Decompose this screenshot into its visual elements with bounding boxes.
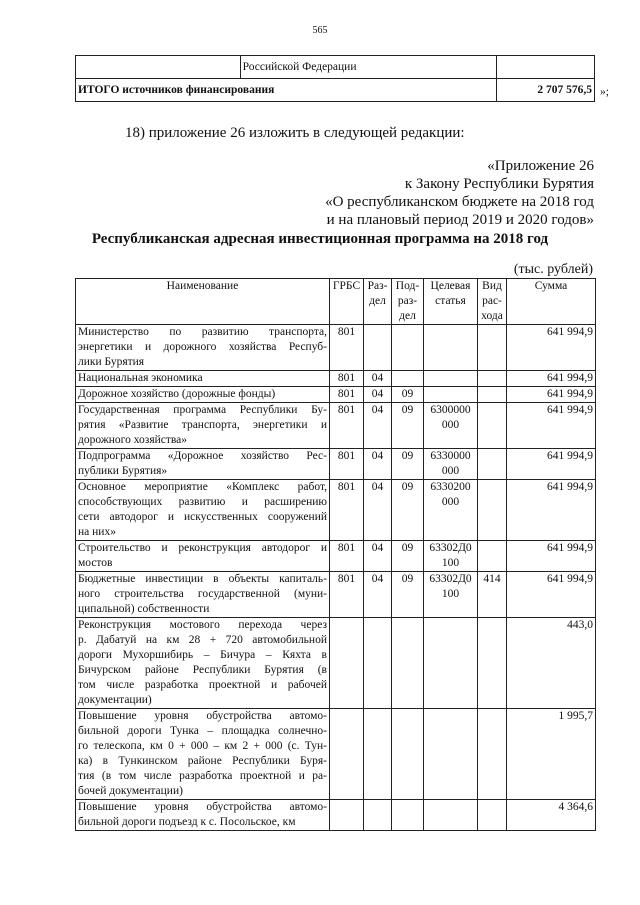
name-line: р. Дабатуй на км 28 + 720 автомобильной bbox=[78, 634, 327, 646]
cell-podrazdel bbox=[392, 325, 424, 371]
cell-grbs bbox=[330, 800, 364, 831]
appendix-line: к Закону Республики Бурятия bbox=[404, 176, 594, 192]
name-line: лики Бурятия bbox=[78, 356, 145, 368]
table-row bbox=[76, 449, 596, 480]
table-row bbox=[76, 709, 596, 800]
table-row bbox=[76, 403, 596, 449]
cell-grbs: 801 bbox=[330, 572, 364, 618]
cell-grbs bbox=[330, 709, 364, 800]
cell-podrazdel: 09 bbox=[392, 387, 424, 403]
cell-sum: 641 994,9 bbox=[507, 403, 596, 449]
cell-target bbox=[424, 541, 478, 572]
cell-sum: 641 994,9 bbox=[507, 325, 596, 371]
cell-vid bbox=[478, 325, 507, 371]
cell-target bbox=[424, 403, 478, 449]
name-line: рятия «Развитие транспорта, энергетики и bbox=[78, 419, 327, 431]
target-line: 100 bbox=[441, 588, 460, 600]
cell-name bbox=[76, 800, 330, 831]
table-row bbox=[76, 371, 596, 387]
cell-empty bbox=[76, 56, 241, 79]
header-line: раз- bbox=[397, 295, 418, 307]
cell-target bbox=[424, 325, 478, 371]
appendix-heading bbox=[325, 157, 594, 229]
cell-sum: 641 994,9 bbox=[507, 480, 596, 541]
total-value: 2 707 576,5 bbox=[497, 79, 595, 102]
table-row bbox=[76, 387, 596, 403]
cell-grbs bbox=[330, 618, 364, 709]
cell-sum: 443,0 bbox=[507, 618, 596, 709]
name-line: Государственная программа Республики Бу- bbox=[78, 404, 327, 416]
target-line: 000 bbox=[441, 419, 460, 431]
name-line: энергетики и дорожного хозяйства Респуб- bbox=[78, 341, 327, 353]
name-line: дороги Мухоршибирь – Бичура – Кяхта в bbox=[78, 649, 327, 661]
header-line: Вид bbox=[482, 280, 502, 292]
name-line: на них» bbox=[78, 526, 116, 538]
cell-grbs: 801 bbox=[330, 371, 364, 387]
header-line: дел bbox=[399, 310, 416, 322]
name-line: дорожного хозяйства» bbox=[78, 434, 188, 446]
cell-name bbox=[76, 449, 330, 480]
cell-razdel bbox=[364, 800, 392, 831]
cell-vid bbox=[478, 387, 507, 403]
name-line: Бюджетные инвестиции в объекты капиталь- bbox=[78, 573, 327, 585]
name-line: Бичурском районе Республики Бурятия (в bbox=[78, 664, 327, 676]
cell-target bbox=[424, 387, 478, 403]
cell-grbs: 801 bbox=[330, 403, 364, 449]
cell-name bbox=[76, 709, 330, 800]
cell-target bbox=[424, 480, 478, 541]
cell-podrazdel: 09 bbox=[392, 449, 424, 480]
cell-target bbox=[424, 572, 478, 618]
header-podrazdel bbox=[392, 279, 424, 325]
appendix-line: «О республиканском бюджете на 2018 год bbox=[325, 194, 594, 210]
header-row bbox=[76, 279, 596, 325]
cell-podrazdel: 09 bbox=[392, 541, 424, 572]
cell-vid bbox=[478, 480, 507, 541]
cell-name bbox=[76, 371, 330, 387]
target-line: 000 bbox=[441, 496, 460, 508]
name-line: Национальная экономика bbox=[78, 372, 203, 384]
header-grbs: ГРБС bbox=[330, 279, 364, 325]
cell-sum: 641 994,9 bbox=[507, 572, 596, 618]
table-row bbox=[76, 572, 596, 618]
table-row bbox=[76, 618, 596, 709]
cell-vid bbox=[478, 618, 507, 709]
header-target bbox=[424, 279, 478, 325]
cell-vid bbox=[478, 449, 507, 480]
cell-podrazdel bbox=[392, 709, 424, 800]
target-line: 6300000 bbox=[430, 404, 471, 416]
name-line: способствующих развитию и расширению bbox=[78, 496, 327, 508]
name-line: Основное мероприятие «Комплекс работ, bbox=[78, 481, 327, 493]
cell-razdel: 04 bbox=[364, 541, 392, 572]
cell-grbs: 801 bbox=[330, 541, 364, 572]
cell-name bbox=[76, 618, 330, 709]
cell-grbs: 801 bbox=[330, 480, 364, 541]
page-number: 565 bbox=[312, 25, 328, 36]
document-title: Республиканская адресная инвестиционная программа на 2018 год bbox=[91, 231, 549, 247]
header-line: хода bbox=[481, 310, 503, 322]
cell-text: Российской Федерации bbox=[240, 56, 497, 79]
appendix-line: и на плановый период 2019 и 2020 годов» bbox=[326, 212, 594, 228]
target-line: 63302Д0 bbox=[429, 573, 472, 585]
total-row bbox=[76, 79, 595, 102]
name-line: Повышение уровня обустройства автомо- bbox=[78, 710, 327, 722]
cell-target bbox=[424, 618, 478, 709]
header-line: Под- bbox=[395, 280, 420, 292]
target-line: 000 bbox=[441, 465, 460, 477]
cell-podrazdel bbox=[392, 371, 424, 387]
cell-podrazdel bbox=[392, 618, 424, 709]
cell-razdel: 04 bbox=[364, 572, 392, 618]
cell-podrazdel: 09 bbox=[392, 403, 424, 449]
cell-vid bbox=[478, 541, 507, 572]
table-row bbox=[76, 480, 596, 541]
units-label: (тыс. рублей) bbox=[513, 262, 593, 277]
header-line: Целевая bbox=[430, 280, 471, 292]
cell-razdel: 04 bbox=[364, 387, 392, 403]
cell-podrazdel: 09 bbox=[392, 572, 424, 618]
cell-podrazdel: 09 bbox=[392, 480, 424, 541]
cell-name bbox=[76, 403, 330, 449]
cell-razdel: 04 bbox=[364, 480, 392, 541]
name-line: ципальной) собственности bbox=[78, 603, 210, 615]
name-line: Повышение уровня обустройства автомо- bbox=[78, 801, 327, 813]
cell-grbs: 801 bbox=[330, 387, 364, 403]
cell-sum: 641 994,9 bbox=[507, 387, 596, 403]
investment-program-table bbox=[75, 278, 596, 831]
cell-sum: 641 994,9 bbox=[507, 449, 596, 480]
cell-target bbox=[424, 371, 478, 387]
name-line: сети автодорог и искусственных сооружений bbox=[78, 511, 327, 523]
header-name: Наименование bbox=[76, 279, 330, 325]
header-line: статья bbox=[435, 295, 466, 307]
table-row bbox=[76, 325, 596, 371]
target-line: 100 bbox=[441, 557, 460, 569]
cell-grbs: 801 bbox=[330, 325, 364, 371]
cell-sum: 1 995,7 bbox=[507, 709, 596, 800]
name-line: Реконструкция мостового перехода через bbox=[78, 619, 327, 631]
cell-sum: 641 994,9 bbox=[507, 541, 596, 572]
header-line: дел bbox=[369, 295, 386, 307]
appendix-line: «Приложение 26 bbox=[487, 158, 594, 174]
cell-target bbox=[424, 800, 478, 831]
cell-sum: 4 364,6 bbox=[507, 800, 596, 831]
cell-podrazdel bbox=[392, 800, 424, 831]
header-sum: Сумма bbox=[507, 279, 596, 325]
cell-razdel bbox=[364, 325, 392, 371]
cell-vid bbox=[478, 800, 507, 831]
cell-razdel bbox=[364, 618, 392, 709]
amendment-item: 18) приложение 26 изложить в следующей редакции: bbox=[125, 125, 465, 141]
name-line: тия (в том числе разработка проектной и ра- bbox=[78, 770, 327, 782]
header-line: рас- bbox=[482, 295, 502, 307]
cell-name bbox=[76, 572, 330, 618]
name-line: Подпрограмма «Дорожное хозяйство Рес- bbox=[78, 450, 327, 462]
name-line: том числе разработка проектной и рабочей bbox=[78, 679, 327, 691]
cell-name bbox=[76, 387, 330, 403]
closing-quote: »; bbox=[600, 86, 609, 98]
target-line: 63302Д0 bbox=[429, 542, 472, 554]
table-row bbox=[76, 56, 595, 79]
header-line: Раз- bbox=[367, 280, 388, 292]
header-vid bbox=[478, 279, 507, 325]
name-line: Дорожное хозяйство (дорожные фонды) bbox=[78, 388, 276, 400]
name-line: документации) bbox=[78, 694, 152, 706]
cell-target bbox=[424, 709, 478, 800]
cell-vid bbox=[478, 371, 507, 387]
cell-empty bbox=[497, 56, 595, 79]
cell-vid: 414 bbox=[478, 572, 507, 618]
name-line: бочей документации) bbox=[78, 785, 183, 797]
name-line: Строительство и реконструкция автодорог и bbox=[78, 542, 327, 554]
cell-target bbox=[424, 449, 478, 480]
cell-grbs: 801 bbox=[330, 449, 364, 480]
name-line: бильной дороги Тунка – площадка солнечно- bbox=[78, 725, 327, 737]
cell-razdel bbox=[364, 709, 392, 800]
name-line: го телескопа, км 0 + 000 – км 2 + 000 (с. Тун- bbox=[78, 740, 327, 752]
table-row bbox=[76, 800, 596, 831]
name-line: бильной дороги подъезд к с. Посольское, км bbox=[78, 816, 296, 828]
cell-name bbox=[76, 325, 330, 371]
financing-sources-table-end bbox=[75, 55, 595, 102]
name-line: Министерство по развитию транспорта, bbox=[78, 326, 327, 338]
cell-razdel: 04 bbox=[364, 371, 392, 387]
cell-razdel: 04 bbox=[364, 403, 392, 449]
target-line: 6330000 bbox=[430, 450, 471, 462]
total-label: ИТОГО источников финансирования bbox=[76, 79, 497, 102]
cell-razdel: 04 bbox=[364, 449, 392, 480]
cell-name bbox=[76, 541, 330, 572]
name-line: мостов bbox=[78, 557, 113, 569]
name-line: ного строительства государственной (муни- bbox=[78, 588, 327, 600]
cell-vid bbox=[478, 709, 507, 800]
name-line: публики Бурятия» bbox=[78, 465, 168, 477]
table-row bbox=[76, 541, 596, 572]
name-line: ка) в Тункинском районе Республики Буря- bbox=[78, 755, 327, 767]
target-line: 6330200 bbox=[430, 481, 471, 493]
cell-vid bbox=[478, 403, 507, 449]
cell-sum: 641 994,9 bbox=[507, 371, 596, 387]
header-razdel bbox=[364, 279, 392, 325]
cell-name bbox=[76, 480, 330, 541]
